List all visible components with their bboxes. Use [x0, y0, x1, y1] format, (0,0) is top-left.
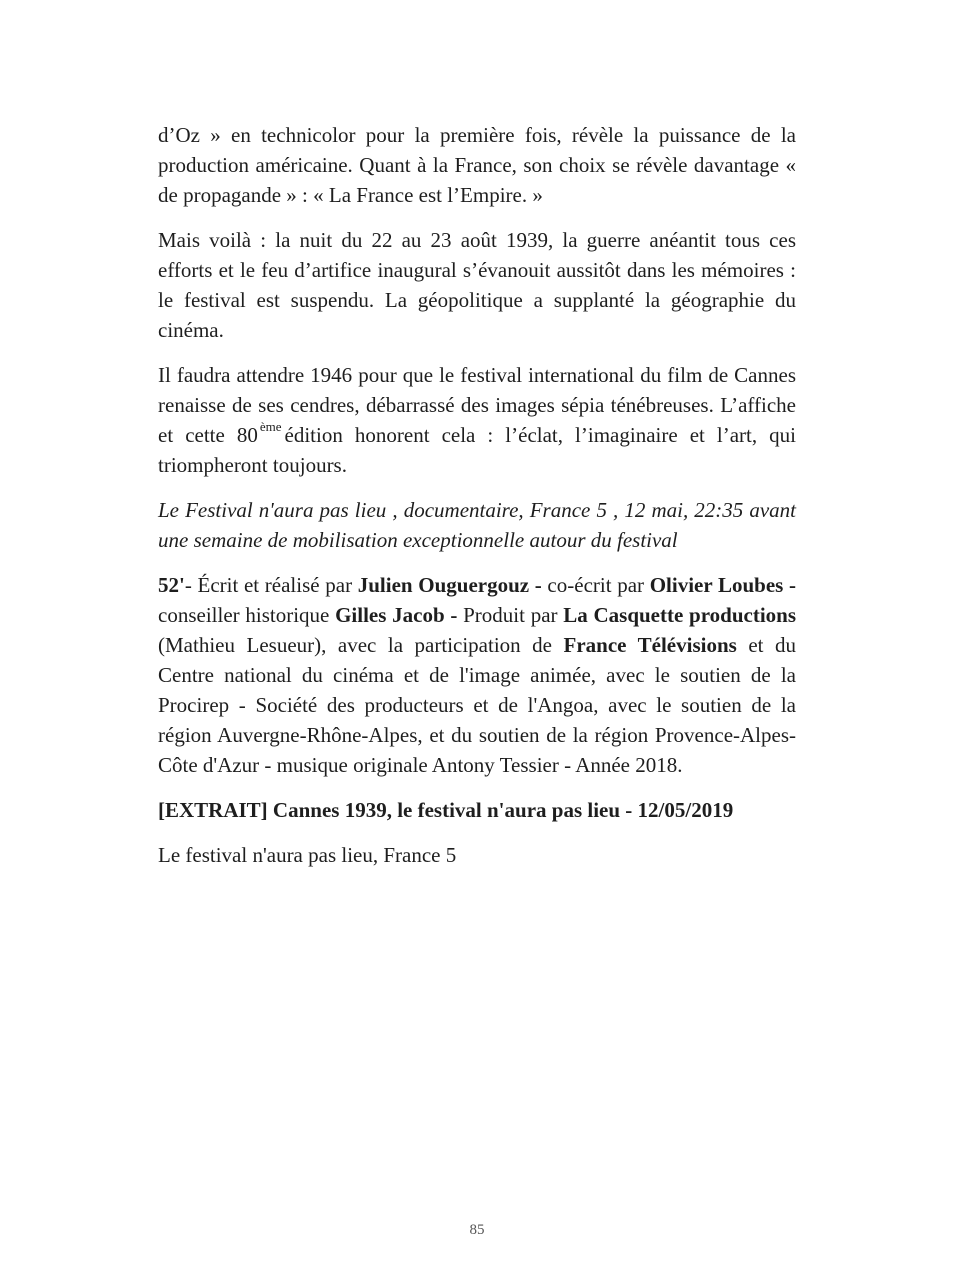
credits-paragraph: [158, 570, 796, 780]
credits-text-3: conseiller historique: [158, 603, 336, 627]
duration: 52': [158, 573, 185, 597]
credits-text-2: co-écrit par: [541, 573, 650, 597]
document-body: [158, 120, 796, 885]
credits-text-5: (Mathieu Lesueur), avec la participation de: [158, 633, 564, 657]
credits-text-1: - Écrit et réalisé par: [184, 573, 358, 597]
coauthor-name: Olivier Loubes -: [649, 573, 796, 597]
page-number: 85: [469, 1222, 485, 1238]
director-name: Julien Ouguergouz -: [357, 573, 542, 597]
superscript-eme: ème: [259, 419, 282, 434]
footer-line[interactable]: Le festival n'aura pas lieu, France 5: [158, 843, 457, 867]
advisor-name: Gilles Jacob -: [335, 603, 458, 627]
producer-name: La Casquette productions: [563, 603, 797, 627]
paragraph-wizard-of-oz: d’Oz » en technicolor pour la première fois, révèle la puissance de la production américaine. Quant à la France, son choix se révèle davantage « de propagande » : « La France est l’Empire. »: [158, 123, 796, 207]
documentary-notice: Le Festival n'aura pas lieu , documentaire, France 5 , 12 mai, 22:35 avant une semaine de mobilisation exceptionnelle autour du festival: [158, 498, 796, 552]
extract-link[interactable]: [EXTRAIT] Cannes 1939, le festival n'aura pas lieu - 12/05/2019: [158, 798, 734, 822]
paragraph-festival-1946: [158, 360, 796, 480]
paragraph-war-1939: Mais voilà : la nuit du 22 au 23 août 1939, la guerre anéantit tous ces efforts et le feu d’artifice inaugural s’évanouit aussitôt dans les mémoires : le festival est suspendu. La géopolitique a supplanté la géographie du cinéma.: [158, 228, 796, 342]
broadcaster-name: France Télévisions: [563, 633, 737, 657]
credits-text-4: Produit par: [457, 603, 564, 627]
paragraph-1946-part2: édition honorent cela : l’éclat, l’imaginaire et l’art, qui triompheront toujours.: [158, 423, 796, 477]
credits-text-6: et du Centre national du cinéma et de l'image animée, avec le soutien de la Procirep - Société des producteurs et de l'Angoa, avec le soutien de la région Auvergne-Rhône-Alpes, et du soutien de la région Provence-Alpes-Côte d'Azur - musique originale Antony Tessier - Année 2018.: [158, 633, 797, 777]
paragraph-1946-part1: Il faudra attendre 1946 pour que le festival international du film de Cannes renaisse de ses cendres, débarrassé des images sépia ténébreuses. L’affiche et cette 80: [158, 363, 796, 447]
